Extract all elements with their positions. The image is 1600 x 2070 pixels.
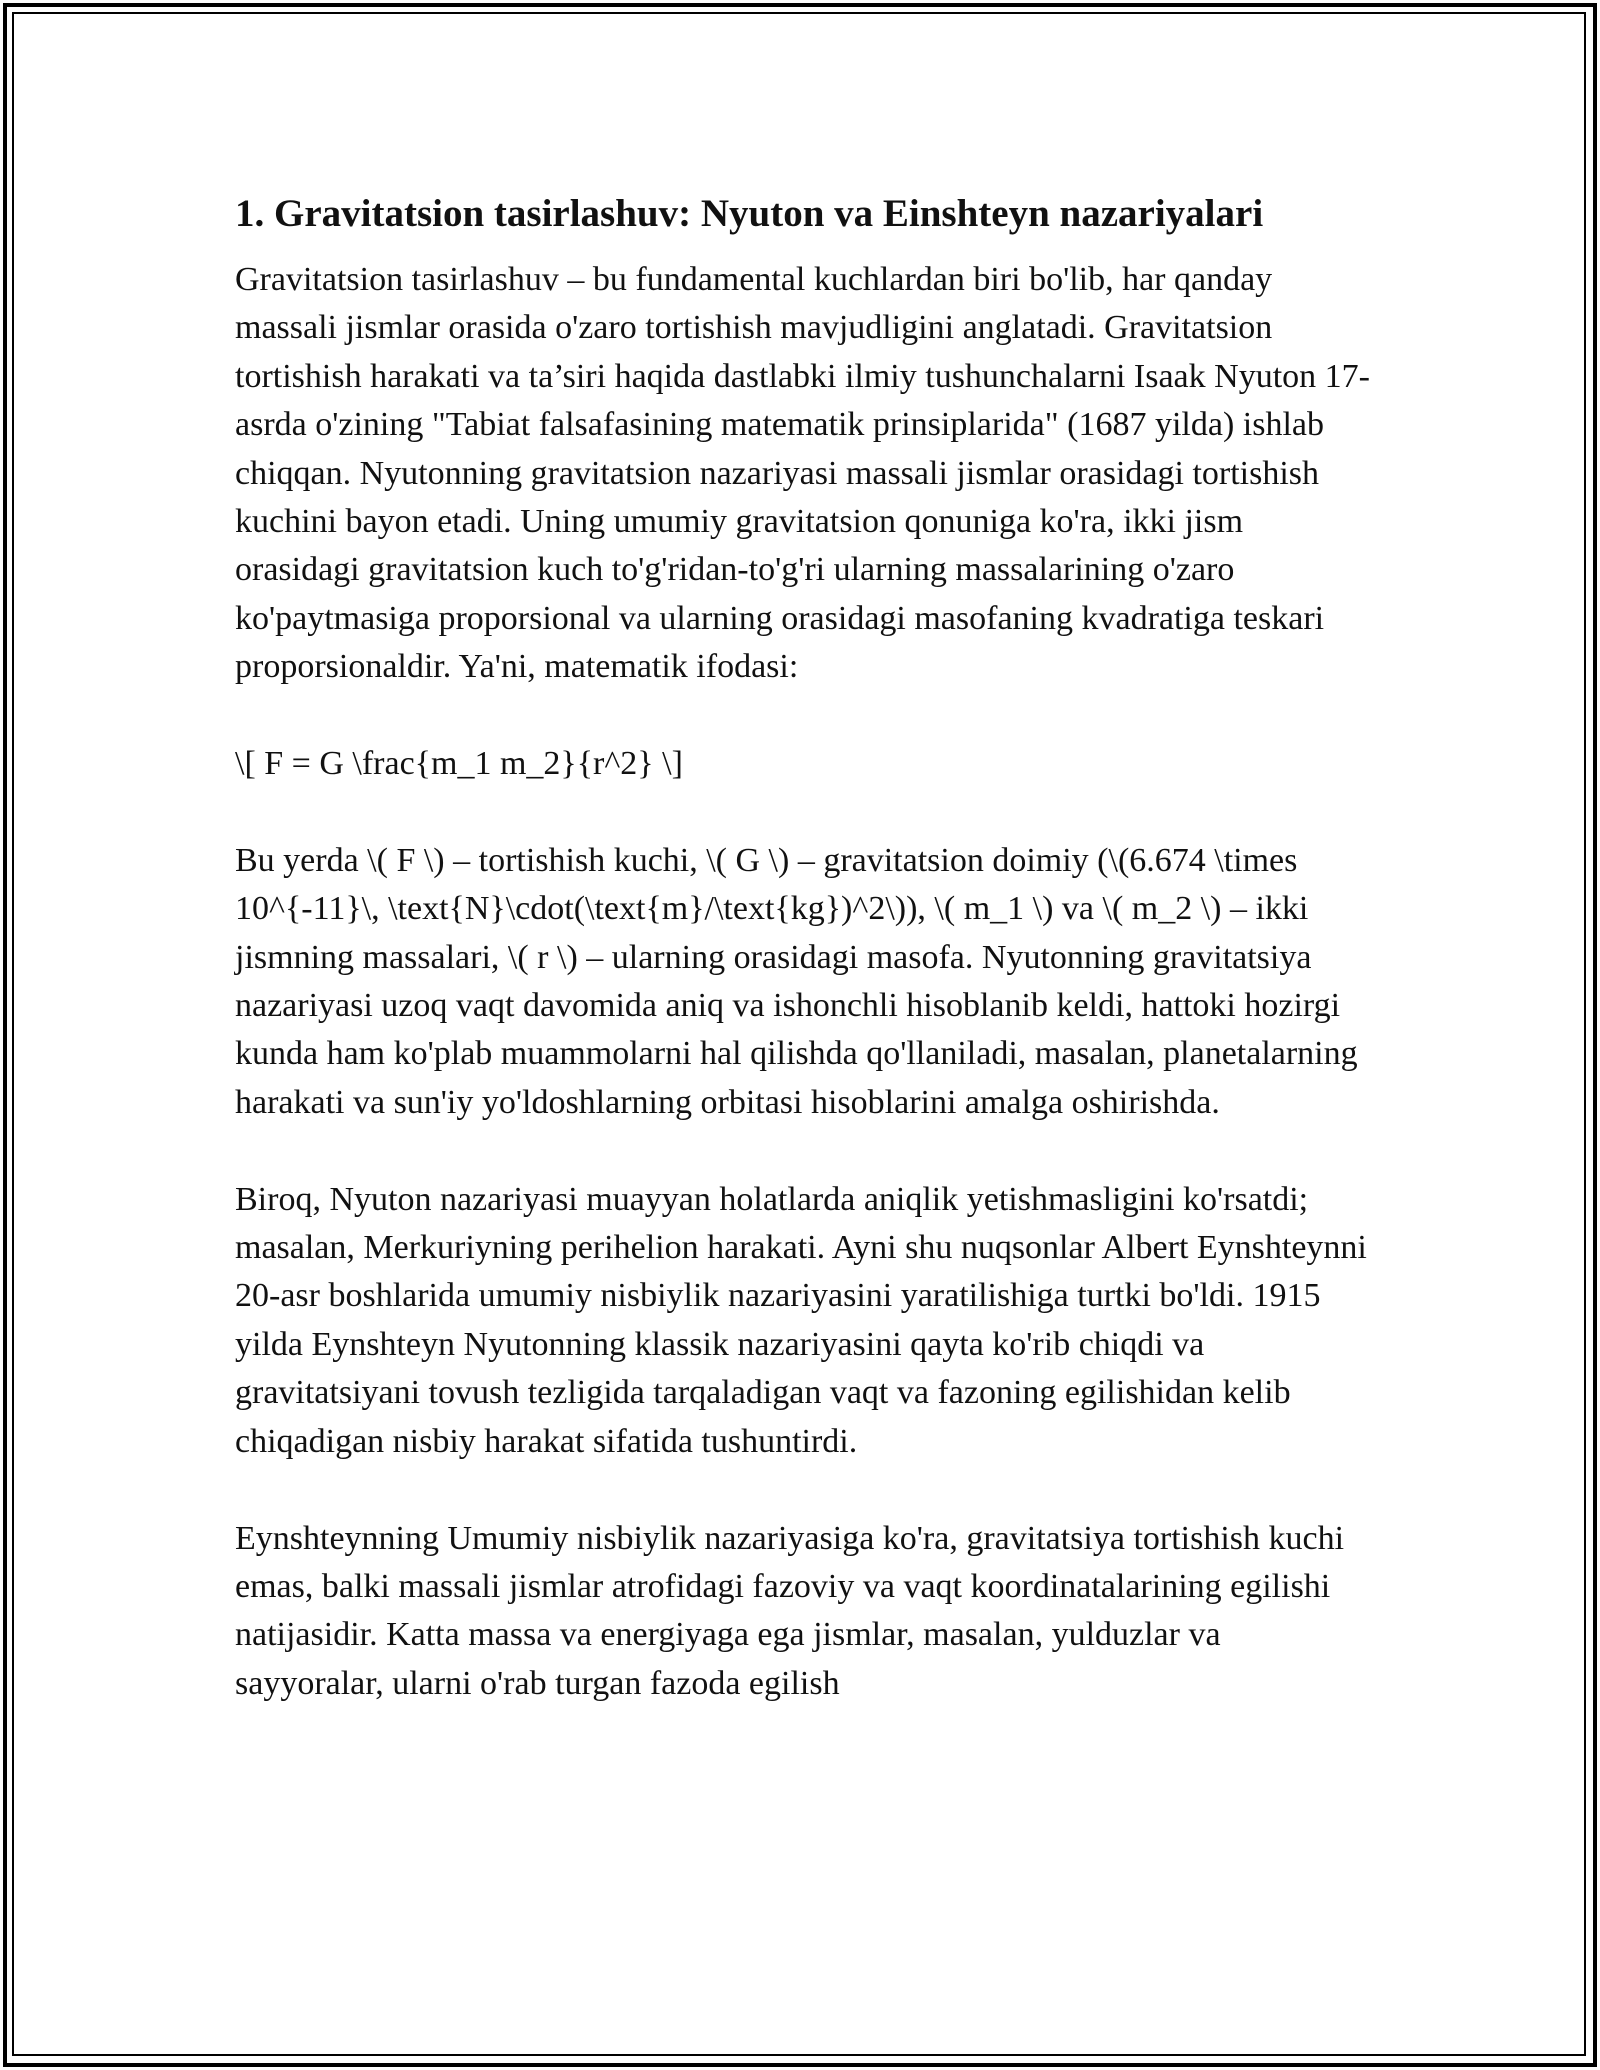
paragraph-intro: Gravitatsion tasirlashuv – bu fundamental kuchlardan biri bo'lib, har qanday massali jismlar orasida o'zaro tortishish mavjudligini anglatadi. Gravitatsion tortishish harakati va ta’siri haqida dastlabki ilmiy tushunchalarni Isaak Nyuton 17-asrda o'zining "Tabiat falsafasining matematik prinsiplarida" (1687 yilda) ishlab chiqqan. Nyutonning gravitatsion nazariyasi massali jismlar orasidagi tortishish kuchini bayon etadi. Uning umumiy gravitatsion qonuniga ko'ra, ikki jism orasidagi gravitatsion kuch to'g'ridan-to'g'ri ularning massalarining o'zaro ko'paytmasiga proporsional va ularning orasidagi masofaning kvadratiga teskari proporsionaldir. Ya'ni, matematik ifodasi: [235, 261, 1370, 686]
paragraph-spacer [235, 692, 1375, 740]
paragraph-general-relativity: Eynshteynning Umumiy nisbiylik nazariyasiga ko'ra, gravitatsiya tortishish kuchi emas, balki massali jismlar atrofidagi fazoviy va vaqt koordinatalarining egilishi natijasidir. Katta massa va energiyaga ega jismlar, masalan, yulduzlar va sayyoralar, ularni o'rab turgan fazoda egilish [235, 1519, 1345, 1702]
document-body [235, 188, 1375, 1708]
paragraph-spacer [235, 788, 1375, 836]
section-title: 1. Gravitatsion tasirlashuv: Nyuton va Einshteyn nazariyalari [235, 192, 1264, 235]
paragraph-spacer [235, 1466, 1375, 1514]
paragraph-definitions: Bu yerda \( F \) – tortishish kuchi, \( G \) – gravitatsion doimiy (\(6.674 \times 10^{-11}\, \text{N}\cdot(\text{m}/\text{kg})^2\)), \( m_1 \) va \( m_2 \) – ikki jismning massalari, \( r \) – ularning orasidagi masofa. Nyutonning gravitatsiya nazariyasi uzoq vaqt davomida aniq va ishonchli hisoblanib keldi, hattoki hozirgi kunda ham ko'plab muammolarni hal qilishda qo'llaniladi, masalan, planetalarning harakati va sun'iy yo'ldoshlarning orbitasi hisoblarini amalga oshirishda. [235, 841, 1358, 1121]
formula-line: \[ F = G \frac{m_1 m_2}{r^2} \] [235, 745, 683, 783]
paragraph-einstein-history: Biroq, Nyuton nazariyasi muayyan holatlarda aniqlik yetishmasligini ko'rsatdi; masalan, Merkuriyning perihelion harakati. Ayni shu nuqsonlar Albert Eynshteynni 20-asr boshlarida umumiy nisbiylik nazariyasini yaratilishiga turtki bo'ldi. 1915 yilda Eynshteyn Nyutonning klassik nazariyasini qayta ko'rib chiqdi va gravitatsiyani tovush tezligida tarqaladigan vaqt va fazoning egilishidan kelib chiqadigan nisbiy harakat sifatida tushuntirdi. [235, 1180, 1367, 1460]
paragraph-spacer [235, 1127, 1375, 1175]
